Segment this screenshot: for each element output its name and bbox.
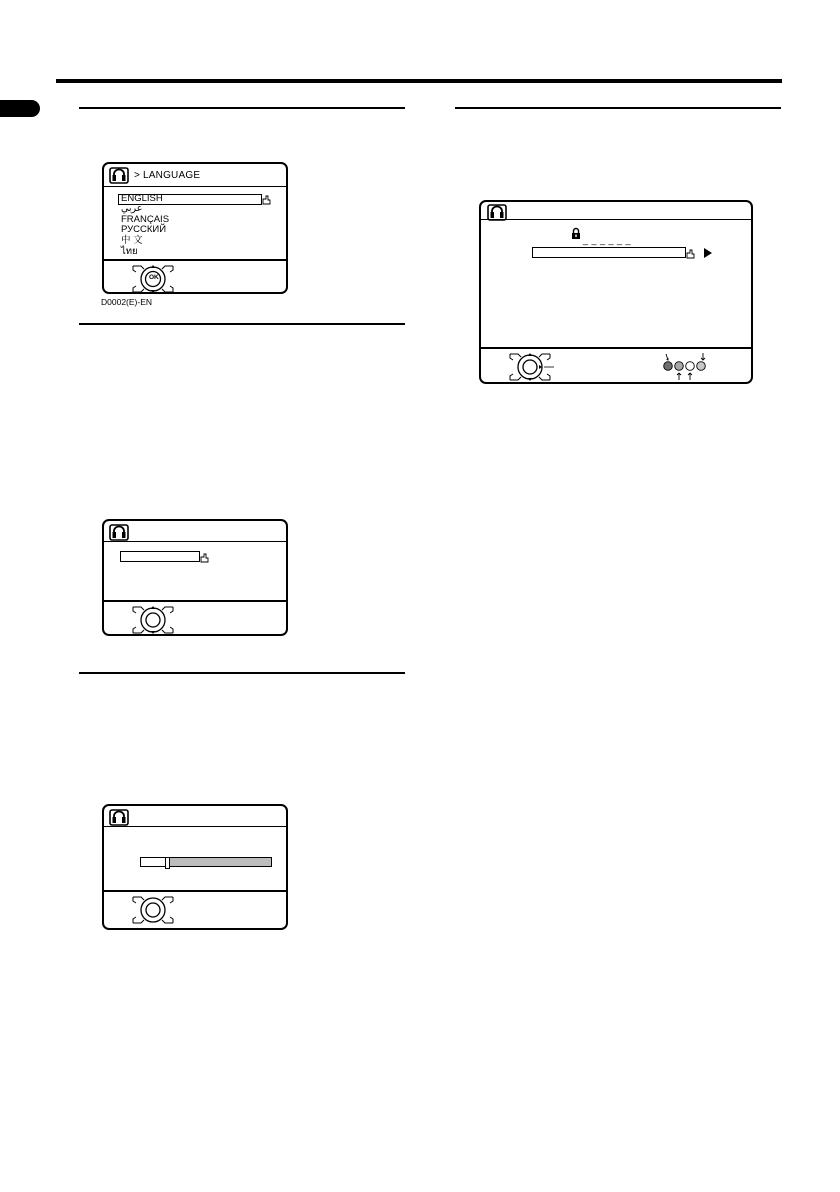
tv-menu-icon	[109, 167, 129, 184]
screen-footer-line	[104, 890, 286, 892]
section-rule-right	[455, 107, 781, 109]
bottom-mark	[200, 928, 264, 929]
remote-dpad-icon	[130, 894, 176, 926]
tv-menu-icon	[109, 524, 129, 541]
section-rule-3	[79, 672, 405, 674]
settings-screen-small	[102, 519, 288, 636]
pointing-hand-icon	[686, 249, 695, 259]
remote-dpad-icon	[130, 604, 176, 636]
lock-screen	[479, 200, 753, 384]
language-option-thai[interactable]: ไทย	[121, 246, 138, 257]
section-rule-2	[79, 323, 405, 325]
language-option-chinese[interactable]: 中 文	[121, 235, 143, 246]
language-screen	[102, 162, 288, 294]
tv-menu-icon	[109, 809, 129, 826]
page-side-tab	[0, 100, 40, 117]
padlock-icon	[571, 227, 581, 239]
screen-footer-line	[104, 259, 286, 261]
screen-header-line	[104, 186, 286, 187]
pointing-hand-icon	[262, 195, 271, 205]
screen-header-line	[104, 826, 286, 827]
language-option-russian[interactable]: РУССКИЙ	[121, 224, 167, 235]
slider-handle[interactable]	[165, 857, 170, 869]
code-placeholder: _ _ _ _ _ _	[583, 235, 632, 245]
screen-footer-line	[481, 347, 751, 349]
figure-caption: D0002(E)-EN	[101, 297, 153, 307]
settings-screen-bar	[102, 804, 288, 930]
screen-header-line	[481, 219, 751, 220]
selected-item-box[interactable]	[120, 551, 200, 562]
screen-header-line	[104, 541, 286, 542]
triangle-right-icon[interactable]	[704, 248, 712, 258]
language-option-english[interactable]: ENGLISH	[121, 193, 163, 204]
language-option-arabic[interactable]: عربي	[121, 203, 143, 214]
page-top-rule	[56, 79, 782, 83]
language-title: > LANGUAGE	[134, 170, 201, 181]
level-slider[interactable]	[140, 857, 272, 867]
section-rule-1	[79, 107, 405, 109]
language-option-french[interactable]: FRANÇAIS	[121, 214, 170, 225]
pointing-hand-icon	[200, 553, 209, 563]
screen-footer-line	[104, 600, 286, 602]
remote-dpad-icon	[507, 351, 567, 383]
slider-fill	[169, 858, 271, 866]
ok-label: OK	[149, 274, 159, 281]
color-buttons-icon	[661, 352, 711, 382]
selected-item-box[interactable]	[532, 247, 686, 258]
